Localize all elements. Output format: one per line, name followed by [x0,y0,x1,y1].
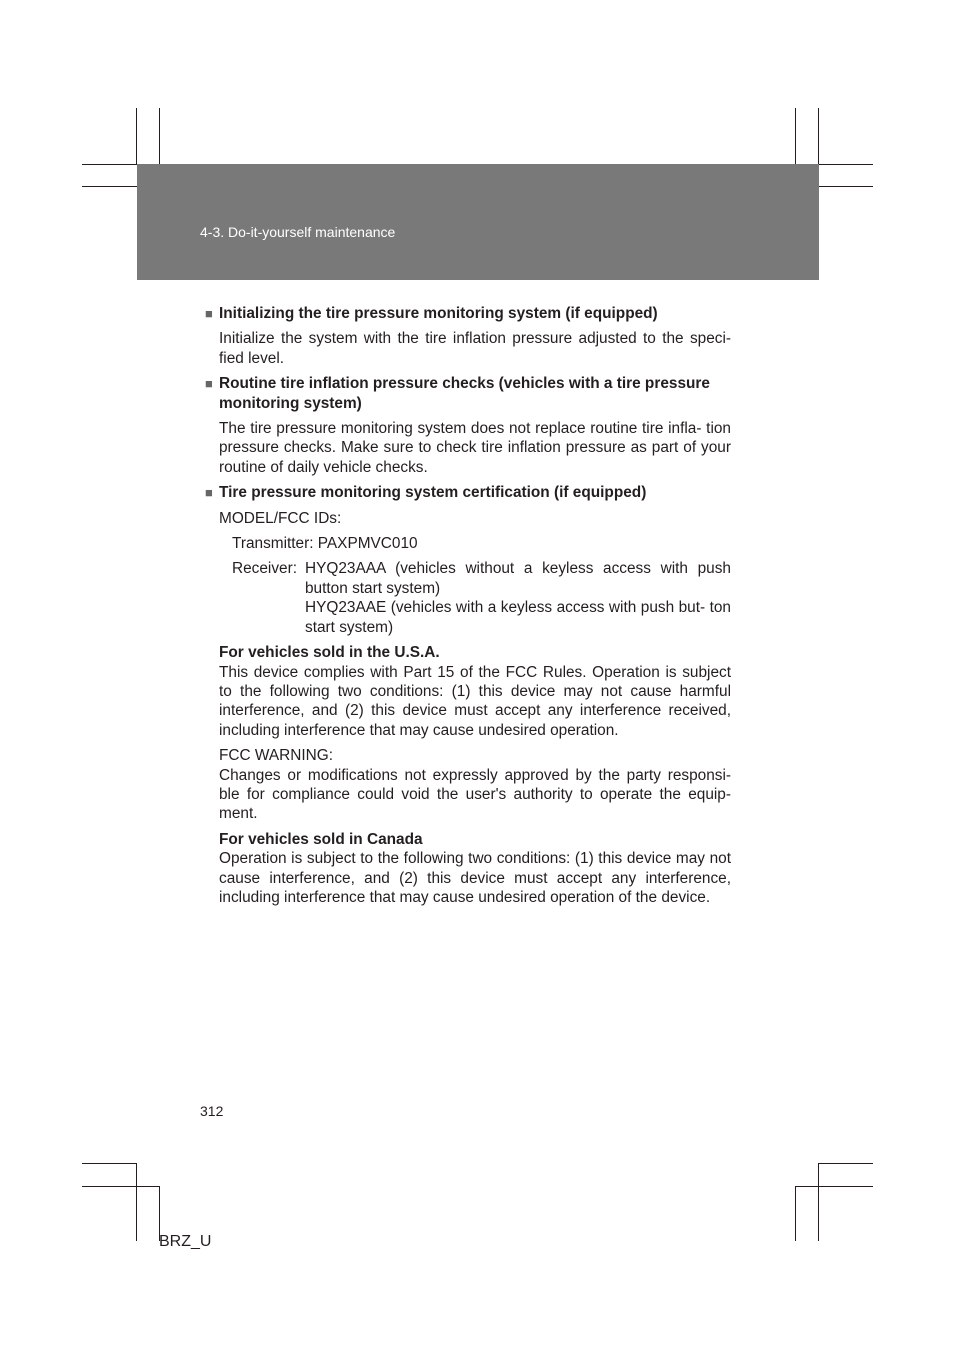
canada-notice [205,830,731,908]
receiver-ids [205,559,731,637]
usa-title: For vehicles sold in the U.S.A. [219,644,440,662]
receiver-id: HYQ23AAA (vehicles without a keyless access with push button start system) [305,560,731,597]
canada-body: Operation is subject to the following two conditions: (1) this device may not cause interference, and (2) this device must accept any interference, including interference that may cause undesired operation of the device. [219,850,731,906]
section-title: 4-3. Do-it-yourself maintenance [200,224,396,240]
header-band [137,164,819,280]
crop-mark [818,1163,819,1241]
crop-mark [818,186,873,187]
page-number: 312 [200,1103,224,1119]
usa-notice [205,643,731,740]
crop-mark [818,1163,873,1164]
fcc-warning-body: Changes or modifications not expressly approved by the party responsi- ble for compliance could void the user's authority to operate the equip- ment. [219,766,731,823]
section-body: The tire pressure monitoring system does not replace routine tire infla- tion pressure checks. Make sure to check tire inflation pressure as part of your routine of daily vehicle checks. [219,420,731,476]
section-heading: ■ Routine tire inflation pressure checks (vehicles with a tire pressure monitoring system) [205,375,710,412]
crop-mark [82,186,137,187]
square-bullet-icon: ■ [205,376,213,392]
page-content [205,304,731,913]
fcc-warning-title: FCC WARNING: [219,747,333,765]
crop-mark [818,108,819,165]
crop-mark [818,164,873,165]
receiver-id: HYQ23AAE (vehicles with a keyless access with push but- ton start system) [305,599,731,636]
fcc-warning [205,746,731,824]
crop-mark [82,1186,160,1187]
square-bullet-icon: ■ [205,485,213,501]
section-heading: ■ Tire pressure monitoring system certification (if equipped) [205,484,647,502]
receiver-label: Receiver: [232,560,298,578]
crop-mark [136,1163,137,1241]
crop-mark [795,1186,796,1241]
crop-mark [795,108,796,165]
section-heading: ■ Initializing the tire pressure monitoring system (if equipped) [205,305,658,322]
square-bullet-icon: ■ [205,306,213,321]
crop-mark [136,108,137,165]
crop-mark [82,1163,137,1164]
crop-mark [159,108,160,165]
canada-title: For vehicles sold in Canada [219,830,423,848]
document-code: BRZ_U [159,1233,212,1250]
model-ids-label: MODEL/FCC IDs: [219,509,342,527]
transmitter-id: Transmitter: PAXPMVC010 [232,535,418,553]
crop-mark [795,1186,873,1187]
section-body: Initialize the system with the tire inflation pressure adjusted to the speci- fied level. [219,330,731,367]
usa-body: This device complies with Part 15 of the FCC Rules. Operation is subject to the following two conditions: (1) this device may not cause harmful interference, and (2) this device must accept any interference received, including interference that may cause undesired operation. [219,663,731,739]
crop-mark [82,164,137,165]
